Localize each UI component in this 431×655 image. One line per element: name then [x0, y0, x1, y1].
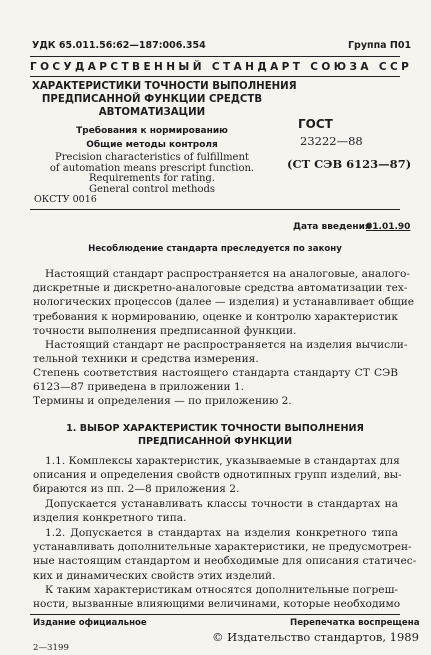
title-en-line: General control methods [88, 183, 216, 195]
text-line: тельной техники и средства измерения. [33, 353, 259, 366]
paragraph-accuracy-classes [33, 497, 398, 525]
text-line: дискретные и дискретно-аналоговые средства автоматизации тех- [33, 282, 408, 295]
okstu-code: ОКСТУ 0016 [34, 194, 97, 205]
text-line: ности, вызванные влияющими величинами, которые необходимо [33, 598, 401, 611]
text-line: 6123—87 приведена в приложении 1. [33, 381, 245, 394]
gost-label: ГОСТ [298, 117, 333, 131]
banner-rule [30, 76, 400, 77]
paragraph-exclusions [33, 338, 408, 366]
text-line: устанавливать дополнительные характеристики, не предусмотрен- [33, 541, 412, 554]
effective-date-label: Дата введения [293, 222, 371, 232]
text-line: требования к нормированию, оценке и контролю характеристик [33, 310, 398, 323]
title-ru-line: ХАРАКТЕРИСТИКИ ТОЧНОСТИ ВЫПОЛНЕНИЯ [32, 81, 297, 92]
udk-code: УДК 65.011.56:62—187:006.354 [32, 40, 206, 51]
text-line: Термины и определения — по приложению 2. [33, 395, 292, 407]
title-ru-line: ПРЕДПИСАННОЙ ФУНКЦИИ СРЕДСТВ [41, 94, 263, 105]
top-rule [30, 56, 400, 57]
text-line: Допускается устанавливать классы точности в стандартах на [45, 498, 398, 510]
st-sev-number: (СТ СЭВ 6123—87) [287, 157, 412, 171]
text-line: изделия конкретного типа. [33, 512, 187, 525]
section-1-title [30, 422, 400, 448]
footer-rule [30, 614, 400, 615]
text-line: точности выполнения предписанной функции. [33, 324, 297, 337]
section-title-line: ПРЕДПИСАННОЙ ФУНКЦИИ [137, 436, 292, 448]
title-ru [32, 80, 297, 119]
text-line: ких и динамических свойств этих изделий. [33, 569, 276, 582]
paragraph-1-1 [33, 454, 402, 497]
text-line: 1.2. Допускается в стандартах на изделия конкретного типа [45, 527, 398, 539]
title-rule [30, 209, 400, 210]
text-line: Настоящий стандарт не распространяется на изделия вычисли- [45, 339, 408, 351]
text-line: К таким характеристикам относятся дополнительные погреш- [45, 584, 398, 596]
text-line: ные настоящим стандартом и необходимые для описания статичес- [33, 555, 417, 568]
title-ru-line: АВТОМАТИЗАЦИИ [98, 107, 206, 118]
legal-warning: Несоблюдение стандарта преследуется по закону [88, 244, 342, 254]
subtitle-rating: Требования к нормированию [76, 126, 228, 136]
section-title-line: 1. ВЫБОР ХАРАКТЕРИСТИК ТОЧНОСТИ ВЫПОЛНЕНИЯ [66, 423, 364, 434]
title-en [32, 153, 272, 195]
subtitle-control: Общие методы контроля [86, 140, 218, 150]
group-code: Группа П01 [348, 40, 412, 51]
state-standard-banner: ГОСУДАРСТВЕННЫЙ СТАНДАРТ СОЮЗА ССР [30, 61, 413, 73]
text-line: Настоящий стандарт распространяется на аналоговые, аналого- [45, 268, 410, 280]
title-en-line: Requirements for rating. [88, 173, 215, 185]
copyright-notice: © Издательство стандартов, 1989 [212, 630, 419, 644]
title-en-line: Precision characteristics of fulfillment [55, 152, 249, 163]
paragraph-terms [33, 394, 398, 408]
gost-number: 23222—88 [300, 134, 363, 148]
text-line: бираются из пп. 2—8 приложения 2. [33, 483, 240, 496]
text-line: описания и определения свойств однотипных групп изделий, вы- [33, 469, 402, 482]
text-line: Степень соответствия настоящего стандарта стандарту СТ СЭВ [33, 367, 398, 379]
text-line: 1.1. Комплексы характеристик, указываемые в стандартах для [45, 455, 400, 467]
text-line: нологических процессов (далее — изделия) и устанавливает общие [33, 296, 415, 309]
title-en-line: of automation means prescript function. [49, 162, 255, 174]
reprint-prohibited-label: Перепечатка воспрещена [290, 618, 420, 628]
paragraph-1-2 [33, 526, 417, 583]
print-code: 2—3199 [33, 643, 69, 653]
paragraph-conformity [33, 366, 398, 394]
paragraph-scope [33, 267, 415, 338]
official-edition-label: Издание официальное [33, 618, 147, 628]
effective-date-value: 01.01.90 [366, 222, 411, 232]
paragraph-additional-errors [33, 583, 401, 611]
